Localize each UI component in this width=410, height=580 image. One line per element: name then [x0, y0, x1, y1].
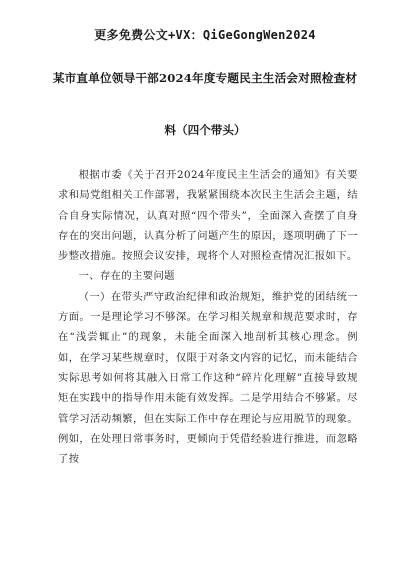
promo-header: 更多免费公文+VX：QiGeGongWen2024: [94, 28, 316, 42]
document-title-continuation: 料（四个带头）: [164, 123, 246, 137]
document-title: 某市直单位领导干部2024年度专题民主生活会对照检查材: [52, 71, 358, 85]
section-heading: 一、存在的主要问题: [78, 270, 175, 283]
body-paragraph: （一）在带头严守政治纪律和政治规矩，维护党的团结统一方面。一是理论学习不够深。在学习相关规章和规范要求时，存在“浅尝辄止”的现象，未能全面深入地剖析其核心理念。例如，在学习某些规章时，仅限于对条文内容的记忆，而未能结合实际思考如何将其融入日常工作这种“碎片化理解”直接导致规矩在实践中的指导作用未能有效发挥。二是学用结合不够紧。尽管学习活动频繁，但在实际工作中存在理论与应用脱节的现象。例如，在处理日常事务时，更倾向于凭借经验进行推进，而忽略了按: [58, 290, 358, 466]
intro-paragraph: 根据市委《关于召开2024年度民主生活会的通知》有关要求和局党组相关工作部署，我紧紧围绕本次民主生活会主题，结合自身实际情况，认真对照“四个带头”，全面深入查摆了自身存在的突出问题，认真分析了问题产生的原因，逐项明确了下一步整改措施。按照会议安排，现将个人对照检查情况汇报如下。: [58, 169, 358, 263]
document-body: [58, 165, 358, 469]
